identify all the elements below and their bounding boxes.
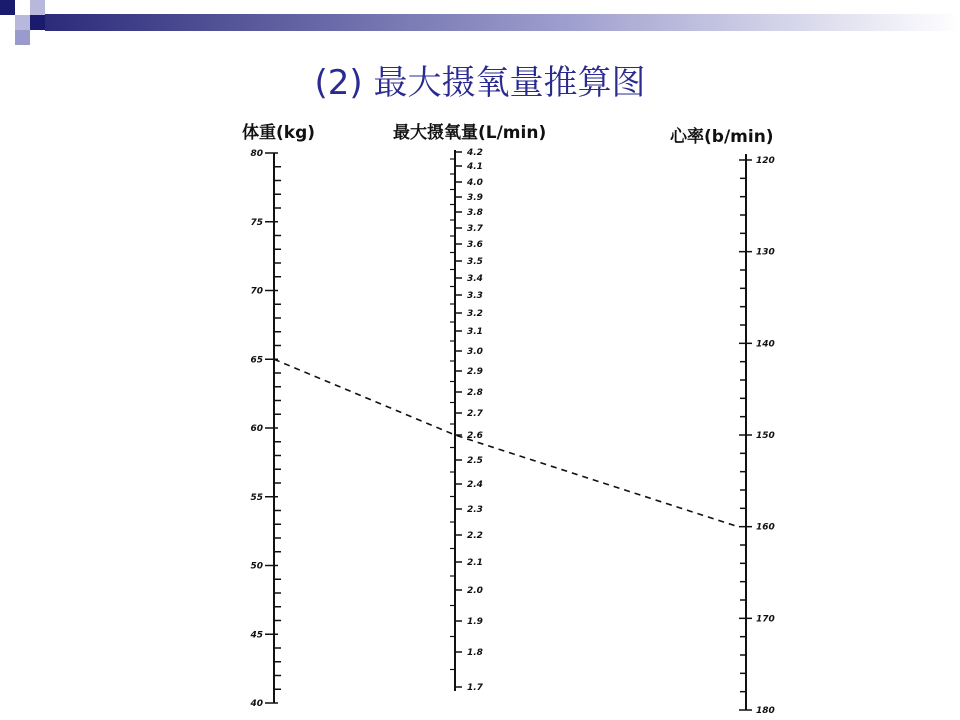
vo2-tick-label: 2.1 bbox=[467, 558, 483, 568]
heart-rate-tick-label: 180 bbox=[756, 706, 775, 716]
slide-title: (2) 最大摄氧量推算图 bbox=[314, 63, 646, 103]
weight-tick-label: 65 bbox=[250, 355, 263, 366]
heart-rate-tick-label: 160 bbox=[756, 522, 775, 533]
heart-rate-axis-title: 心率(b/min) bbox=[670, 127, 774, 147]
vo2-tick-label: 3.7 bbox=[467, 224, 483, 234]
vo2-tick-label: 2.5 bbox=[467, 456, 483, 466]
vo2-tick-label: 2.9 bbox=[467, 367, 483, 377]
weight-tick-label: 70 bbox=[250, 286, 263, 297]
vo2-tick-label: 3.8 bbox=[467, 208, 483, 218]
vo2-tick-label: 3.5 bbox=[467, 257, 483, 267]
vo2-tick-label: 1.7 bbox=[467, 683, 483, 693]
vo2-tick-label: 2.2 bbox=[467, 531, 483, 541]
heart-rate-tick-label: 140 bbox=[756, 339, 775, 350]
vo2-tick-label: 2.3 bbox=[467, 505, 483, 515]
vo2-tick-label: 1.8 bbox=[467, 648, 483, 658]
weight-tick-label: 60 bbox=[250, 424, 263, 434]
vo2-tick-label: 4.2 bbox=[467, 148, 483, 158]
example-dashed-line bbox=[274, 359, 738, 526]
vo2-tick-label: 2.7 bbox=[467, 409, 483, 419]
vo2-tick-label: 3.0 bbox=[467, 347, 483, 357]
vo2-tick-label: 2.8 bbox=[467, 388, 483, 398]
vo2-tick-label: 2.4 bbox=[467, 480, 483, 490]
weight-tick-label: 40 bbox=[250, 699, 263, 709]
weight-tick-label: 45 bbox=[250, 630, 263, 641]
vo2-tick-label: 3.6 bbox=[467, 240, 483, 250]
heart-rate-tick-label: 120 bbox=[756, 156, 775, 166]
vo2-tick-label: 1.9 bbox=[467, 617, 483, 627]
vo2-tick-label: 4.1 bbox=[467, 162, 483, 172]
vo2-tick-label: 2.0 bbox=[467, 586, 483, 596]
heart-rate-tick-label: 170 bbox=[756, 614, 775, 625]
vo2-tick-label: 2.6 bbox=[467, 431, 483, 441]
vo2-tick-label: 3.2 bbox=[467, 309, 483, 319]
vo2-tick-label: 3.3 bbox=[467, 291, 483, 301]
weight-tick-label: 55 bbox=[250, 492, 263, 503]
vo2-tick-label: 4.0 bbox=[467, 178, 483, 188]
weight-axis-title: 体重(kg) bbox=[242, 123, 316, 143]
weight-tick-label: 50 bbox=[250, 561, 263, 572]
vo2-tick-label: 3.4 bbox=[467, 274, 483, 284]
heart-rate-tick-label: 130 bbox=[756, 247, 775, 258]
vo2-tick-label: 3.1 bbox=[467, 327, 483, 337]
vo2-tick-label: 3.9 bbox=[467, 193, 483, 203]
weight-tick-label: 80 bbox=[250, 149, 263, 159]
heart-rate-tick-label: 150 bbox=[756, 431, 775, 441]
vo2-axis-title: 最大摄氧量(L/min) bbox=[393, 123, 547, 143]
weight-tick-label: 75 bbox=[250, 217, 263, 228]
